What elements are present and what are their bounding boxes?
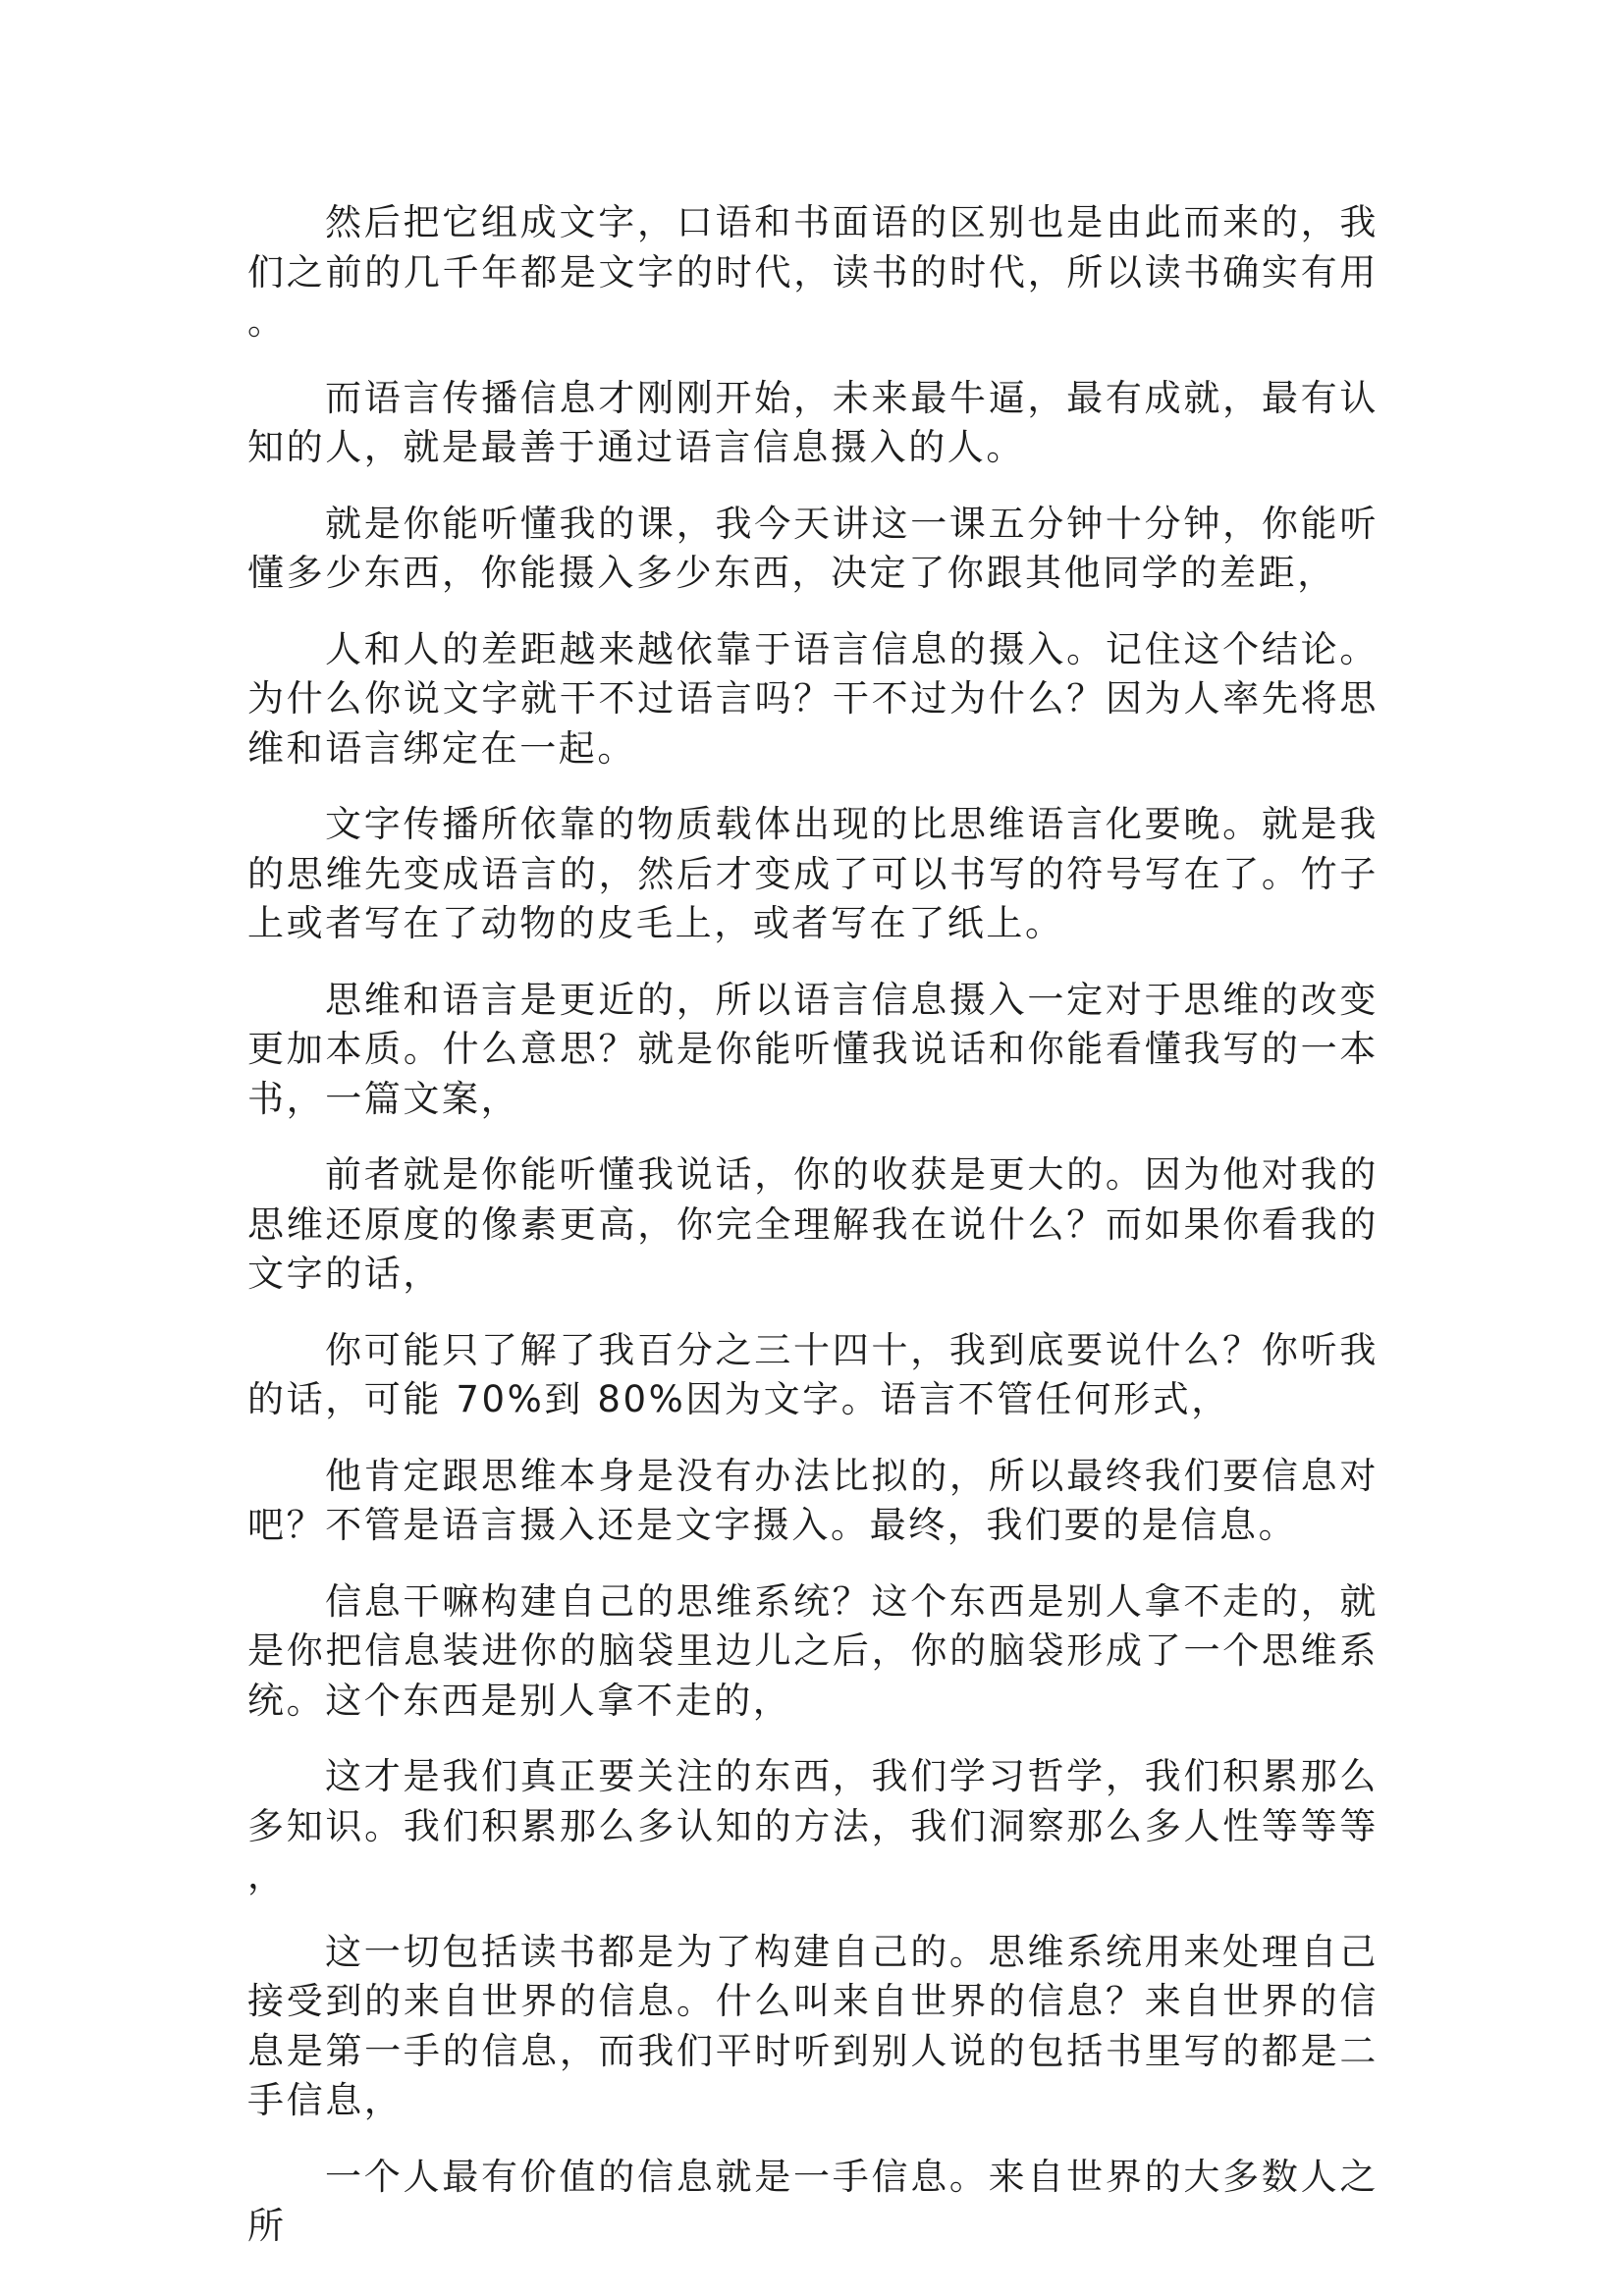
- paragraph-13: 一个人最有价值的信息就是一手信息。来自世界的大多数人之所: [247, 2155, 1379, 2247]
- paragraph-2: 而语言传播信息才刚刚开始，未来最牛逼，最有成就，最有认知的人，就是最善于通过语言信息摄入的人。: [247, 376, 1379, 468]
- paragraph-6: 思维和语言是更近的，所以语言信息摄入一定对于思维的改变更加本质。什么意思？就是你能听懂我说话和你能看懂我写的一本书，一篇文案，: [247, 978, 1379, 1120]
- paragraph-10: 信息干嘛构建自己的思维系统？这个东西是别人拿不走的，就是你把信息装进你的脑袋里边儿之后，你的脑袋形成了一个思维系统。这个东西是别人拿不走的，: [247, 1579, 1379, 1722]
- paragraph-4: 人和人的差距越来越依靠于语言信息的摄入。记住这个结论。为什么你说文字就干不过语言吗？干不过为什么？因为人率先将思维和语言绑定在一起。: [247, 627, 1379, 770]
- paragraph-12: 这一切包括读书都是为了构建自己的。思维系统用来处理自己接受到的来自世界的信息。什么叫来自世界的信息？来自世界的信息是第一手的信息，而我们平时听到别人说的包括书里写的都是二手信息，: [247, 1930, 1379, 2121]
- paragraph-8: 你可能只了解了我百分之三十四十，我到底要说什么？你听我的话，可能 70%到 80%因为文字。语言不管任何形式，: [247, 1328, 1379, 1420]
- paragraph-7: 前者就是你能听懂我说话，你的收获是更大的。因为他对我的思维还原度的像素更高，你完全理解我在说什么？而如果你看我的文字的话，: [247, 1153, 1379, 1295]
- paragraph-3: 就是你能听懂我的课，我今天讲这一课五分钟十分钟，你能听懂多少东西，你能摄入多少东西，决定了你跟其他同学的差距，: [247, 502, 1379, 594]
- document-page: [247, 198, 1379, 2278]
- paragraph-1: 然后把它组成文字，口语和书面语的区别也是由此而来的，我们之前的几千年都是文字的时代，读书的时代，所以读书确实有用。: [247, 201, 1379, 343]
- paragraph-9: 他肯定跟思维本身是没有办法比拟的，所以最终我们要信息对吧？不管是语言摄入还是文字摄入。最终，我们要的是信息。: [247, 1454, 1379, 1546]
- paragraph-5: 文字传播所依靠的物质载体出现的比思维语言化要晚。就是我的思维先变成语言的，然后才变成了可以书写的符号写在了。竹子上或者写在了动物的皮毛上，或者写在了纸上。: [247, 803, 1379, 944]
- paragraph-11: 这才是我们真正要关注的东西，我们学习哲学，我们积累那么多知识。我们积累那么多认知的方法，我们洞察那么多人性等等等，: [247, 1755, 1379, 1896]
